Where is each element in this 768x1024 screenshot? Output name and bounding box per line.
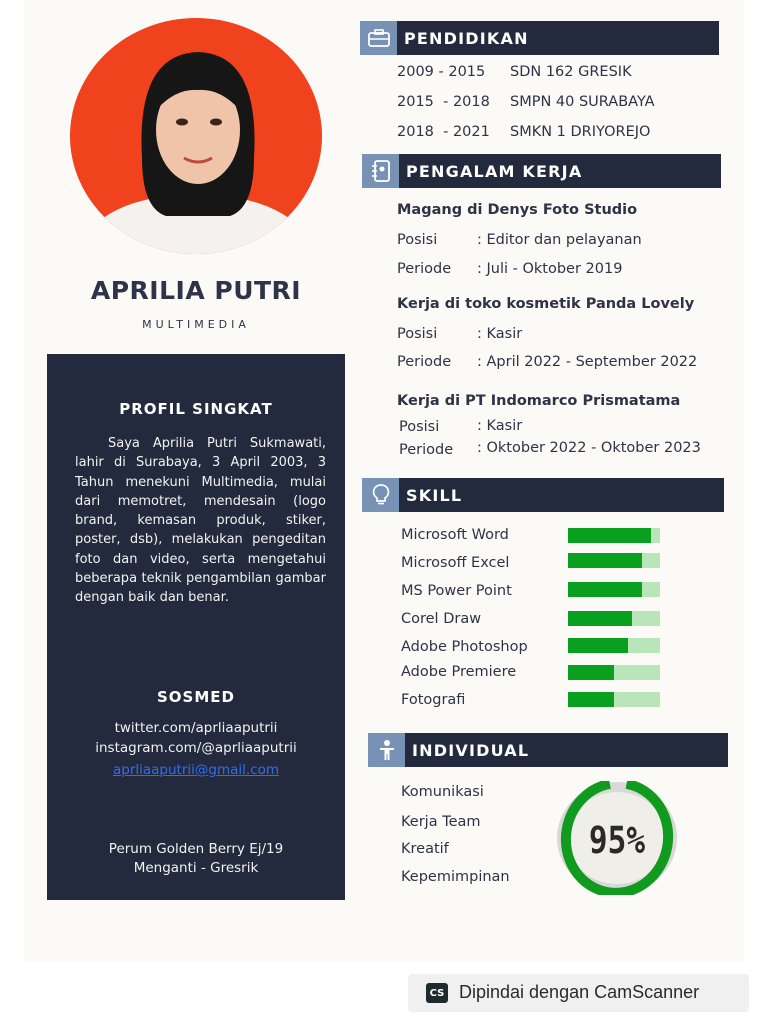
candidate-name: APRILIA PUTRI: [90, 276, 302, 305]
email-link[interactable]: aprliaaputrii@gmail.com: [112, 762, 280, 778]
skill-header: [362, 478, 724, 512]
notebook-icon: [362, 154, 399, 188]
skill-title: SKILL: [406, 486, 463, 505]
skill-bar: [568, 553, 660, 568]
individual-item: Komunikasi: [401, 784, 484, 800]
lightbulb-icon: [362, 478, 399, 512]
candidate-role: MULTIMEDIA: [142, 318, 250, 331]
camscanner-badge: [408, 974, 749, 1012]
skill-name: Adobe Photoshop: [401, 639, 528, 655]
job-pos-value-2: : Kasir: [477, 326, 523, 342]
skill-name: Fotografi: [401, 692, 466, 708]
skill-name: Corel Draw: [401, 611, 482, 627]
individual-item: Kreatif: [401, 841, 449, 857]
job-title-1: Magang di Denys Foto Studio: [397, 202, 638, 218]
skill-bar: [568, 528, 660, 543]
edu-period-2: 2015 - 2018: [397, 94, 490, 110]
skill-bar-fill: [568, 638, 628, 653]
skill-name: Adobe Premiere: [401, 664, 517, 680]
job-title-3: Kerja di PT Indomarco Prismatama: [397, 393, 681, 409]
skill-bar-fill: [568, 582, 642, 597]
job-pos-value-1: : Editor dan pelayanan: [477, 232, 642, 248]
briefcase-icon: [360, 21, 397, 55]
skill-bar-fill: [568, 665, 614, 680]
skill-bar: [568, 665, 660, 680]
skill-name: MS Power Point: [401, 583, 512, 599]
skill-name: Microsoft Word: [401, 527, 509, 543]
skill-bar-fill: [568, 528, 651, 543]
job-period-label-2: Periode: [397, 354, 452, 370]
edu-school-1: SDN 162 GRESIK: [510, 64, 632, 80]
sosmed-title: SOSMED: [157, 688, 235, 706]
edu-period-1: 2009 - 2015: [397, 64, 486, 80]
job-pos-label-2: Posisi: [397, 326, 438, 342]
edu-period-3: 2018 - 2021: [397, 124, 490, 140]
skill-name: Microsoff Excel: [401, 555, 510, 571]
skill-bar-fill: [568, 553, 642, 568]
instagram-link[interactable]: instagram.com/@aprliaaputrii: [95, 740, 297, 756]
job-pos-label-3: Posisi: [399, 419, 440, 435]
skill-bar-fill: [568, 692, 614, 707]
left-panel: [47, 354, 345, 900]
edu-school-3: SMKN 1 DRIYOREJO: [510, 124, 651, 140]
education-title: PENDIDIKAN: [404, 29, 529, 48]
individual-item: Kerja Team: [401, 814, 481, 830]
percent-ring: [556, 781, 678, 895]
percent-value: 95%: [588, 819, 646, 863]
experience-header: [362, 154, 721, 188]
education-header: [360, 21, 719, 55]
experience-title: PENGALAM KERJA: [406, 162, 583, 181]
individual-item: Kepemimpinan: [401, 869, 510, 885]
profile-photo: [70, 18, 322, 254]
profile-text: Saya Aprilia Putri Sukmawati, lahir di Surabaya, 3 April 2003, 3 Tahun menekuni Multimedia, mulai dari memotret, mendesain (logo brand, kemasan produk, stiker, poster, dsb), melakukan pengeditan foto dan video, serta mengetahui beberapa teknik pengambilan gambar dengan baik dan benar.: [75, 436, 326, 606]
job-period-value-3: : Oktober 2022 - Oktober 2023: [477, 440, 701, 456]
skill-bar: [568, 638, 660, 653]
job-period-value-2: : April 2022 - September 2022: [477, 354, 698, 370]
address-line-2: Menganti - Gresrik: [133, 860, 259, 876]
individual-title: INDIVIDUAL: [412, 741, 530, 760]
job-title-2: Kerja di toko kosmetik Panda Lovely: [397, 296, 695, 312]
skill-bar: [568, 692, 660, 707]
twitter-link[interactable]: twitter.com/aprliaaputrii: [114, 720, 278, 736]
profile-title: PROFIL SINGKAT: [119, 400, 273, 418]
edu-school-2: SMPN 40 SURABAYA: [510, 94, 655, 110]
job-pos-label-1: Posisi: [397, 232, 438, 248]
job-period-label-1: Periode: [397, 261, 452, 277]
job-pos-value-3: : Kasir: [477, 418, 523, 434]
address-line-1: Perum Golden Berry Ej/19: [108, 841, 284, 857]
job-period-label-3: Periode: [399, 442, 454, 458]
job-period-value-1: : Juli - Oktober 2019: [477, 261, 623, 277]
skill-bar: [568, 582, 660, 597]
skill-bar-fill: [568, 611, 632, 626]
person-icon: [368, 733, 405, 767]
skill-bar: [568, 611, 660, 626]
individual-header: [368, 733, 728, 767]
camscanner-logo: CS: [426, 983, 448, 1003]
camscanner-text: Dipindai dengan CamScanner: [459, 982, 700, 1002]
